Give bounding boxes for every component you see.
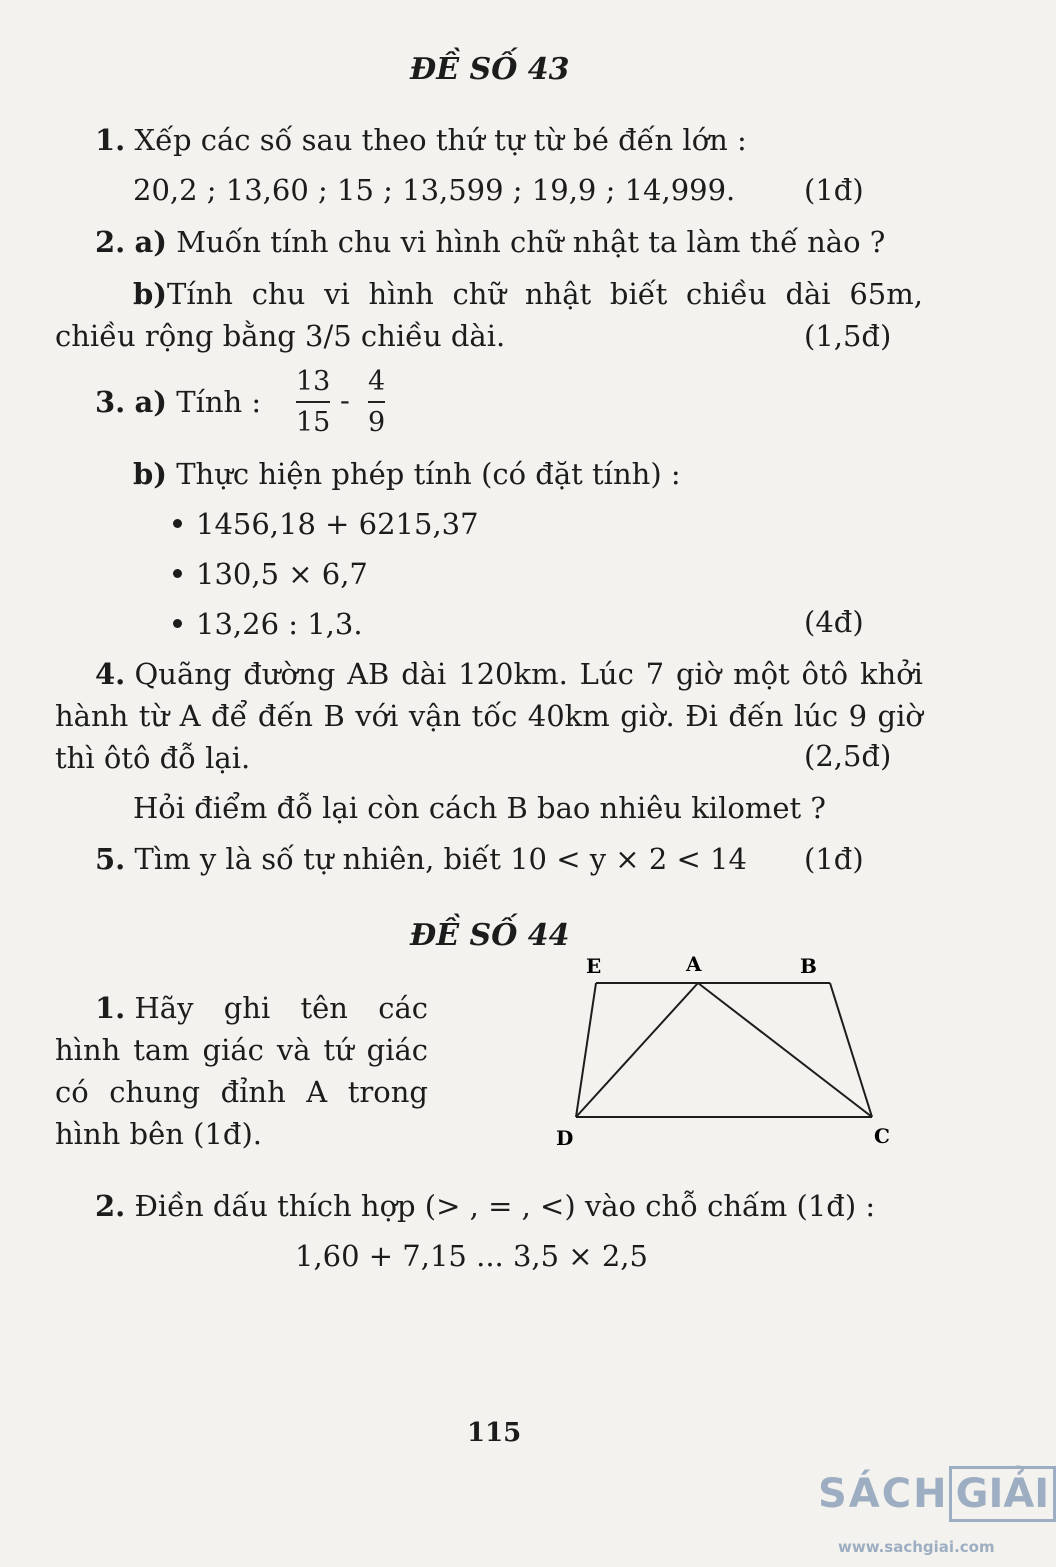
- vertex-label-B: B: [800, 954, 817, 978]
- q2b-label: b): [133, 277, 167, 311]
- q2b-word: hình: [368, 277, 434, 311]
- q2b-line1: [133, 277, 923, 311]
- q3b-op-1: 1456,18 + 6215,37: [173, 510, 479, 539]
- q3b-op-2: 130,5 × 6,7: [173, 560, 368, 589]
- q3b-label: b): [133, 457, 167, 491]
- exam43-q5: [95, 842, 747, 876]
- fraction-numerator: 4: [368, 366, 386, 397]
- segment-BC: [830, 983, 872, 1117]
- q3-number: 3.: [95, 385, 126, 419]
- exam43-q2a: [95, 225, 886, 259]
- q2a-label: a): [134, 225, 168, 259]
- q3b-text: Thực hiện phép tính (có đặt tính) :: [176, 457, 681, 491]
- watermark-url: www.sachgiai.com: [838, 1538, 995, 1556]
- exam44-q1-number: 1.: [95, 991, 126, 1025]
- q4-line2: hành từ A để đến B với vận tốc 40km giờ. Đi đến lúc 9 giờ: [55, 699, 923, 733]
- q3a-text: Tính :: [176, 385, 262, 419]
- fraction-13-15: [296, 368, 330, 436]
- exam43-title: ĐỀ SỐ 43: [410, 52, 570, 87]
- fraction-bar: [368, 401, 385, 403]
- exam44-q1-line4: hình bên (1đ).: [55, 1117, 263, 1151]
- q3a-label: a): [134, 385, 168, 419]
- exam44-title: ĐỀ SỐ 44: [410, 918, 570, 953]
- q5-score: (1đ): [804, 842, 864, 876]
- vertex-label-E: E: [586, 954, 602, 978]
- exam44-q1-line3: có chung đỉnh A trong: [55, 1075, 428, 1109]
- q1-score: (1đ): [804, 173, 864, 207]
- fraction-denominator: 15: [296, 406, 331, 438]
- fraction-4-9: [368, 368, 385, 436]
- segment-AD: [576, 983, 698, 1117]
- exam44-q1-line2: hình tam giác và tứ giác: [55, 1033, 428, 1067]
- vertex-label-D: D: [556, 1126, 574, 1150]
- fraction-bar: [296, 401, 330, 403]
- q2b-line2: chiều rộng bằng 3/5 chiều dài.: [55, 319, 506, 353]
- exam44-q1-line1: 1. Hãy ghi tên các: [95, 991, 428, 1025]
- minus-sign: -: [340, 383, 350, 417]
- vertex-label-C: C: [874, 1124, 890, 1148]
- q4-score: (2,5đ): [804, 739, 892, 773]
- watermark-text: SÁCH: [818, 1471, 949, 1517]
- q2b-word: chữ: [452, 277, 507, 311]
- q1-numbers: 20,2 ; 13,60 ; 15 ; 13,599 ; 19,9 ; 14,999.: [133, 173, 736, 207]
- q2b-word: 65m,: [849, 277, 923, 311]
- watermark-box: GIẢI: [949, 1466, 1056, 1522]
- exam44-q2-number: 2.: [95, 1189, 126, 1223]
- q2b-word: biết: [609, 277, 668, 311]
- q2b-word: vi: [324, 277, 350, 311]
- q2b-word: nhật: [524, 277, 592, 311]
- segment-AC: [698, 983, 872, 1117]
- exam43-q1: [95, 123, 747, 157]
- q1-text: Xếp các số sau theo thứ tự từ bé đến lớn :: [134, 123, 747, 157]
- q2b-word: chu: [251, 277, 306, 311]
- fraction-numerator: 13: [296, 366, 331, 397]
- q4-line1: 4. Quãng đường AB dài 120km. Lúc 7 giờ một ôtô khởi: [95, 657, 923, 691]
- q1-number: 1.: [95, 123, 126, 157]
- q3b-op-3: 13,26 : 1,3.: [173, 610, 363, 639]
- q4-line3: thì ôtô đỗ lại.: [55, 741, 251, 775]
- q4-number: 4.: [95, 657, 126, 691]
- exam44-q2-text: Điền dấu thích hợp (> , = , <) vào chỗ chấm (1đ) :: [134, 1189, 876, 1223]
- vertex-label-A: A: [686, 952, 702, 976]
- q5-number: 5.: [95, 842, 126, 876]
- q2b-word: dài: [785, 277, 831, 311]
- bullet-icon: [173, 619, 182, 628]
- page-number: 115: [467, 1418, 522, 1448]
- q2a-text: Muốn tính chu vi hình chữ nhật ta làm thế nào ?: [176, 225, 886, 259]
- q5-text: Tìm y là số tự nhiên, biết 10 < y × 2 < 14: [134, 842, 747, 876]
- exam44-q2: [95, 1189, 876, 1223]
- exam43-q3a: [95, 385, 262, 419]
- exam44-q2-expression: 1,60 + 7,15 ... 3,5 × 2,5: [295, 1239, 648, 1273]
- q2b-word: Tính: [167, 277, 233, 311]
- exam43-q3b: [133, 457, 681, 491]
- q4-question: Hỏi điểm đỗ lại còn cách B bao nhiêu kilomet ?: [133, 791, 826, 825]
- bullet-icon: [173, 519, 182, 528]
- trapezoid-figure: [540, 945, 920, 1160]
- q2b-word: chiều: [685, 277, 767, 311]
- q3-score: (4đ): [804, 605, 864, 639]
- bullet-icon: [173, 569, 182, 578]
- q2-number: 2.: [95, 225, 126, 259]
- q2-score: (1,5đ): [804, 319, 892, 353]
- fraction-denominator: 9: [368, 406, 386, 438]
- watermark-logo: [818, 1466, 1056, 1522]
